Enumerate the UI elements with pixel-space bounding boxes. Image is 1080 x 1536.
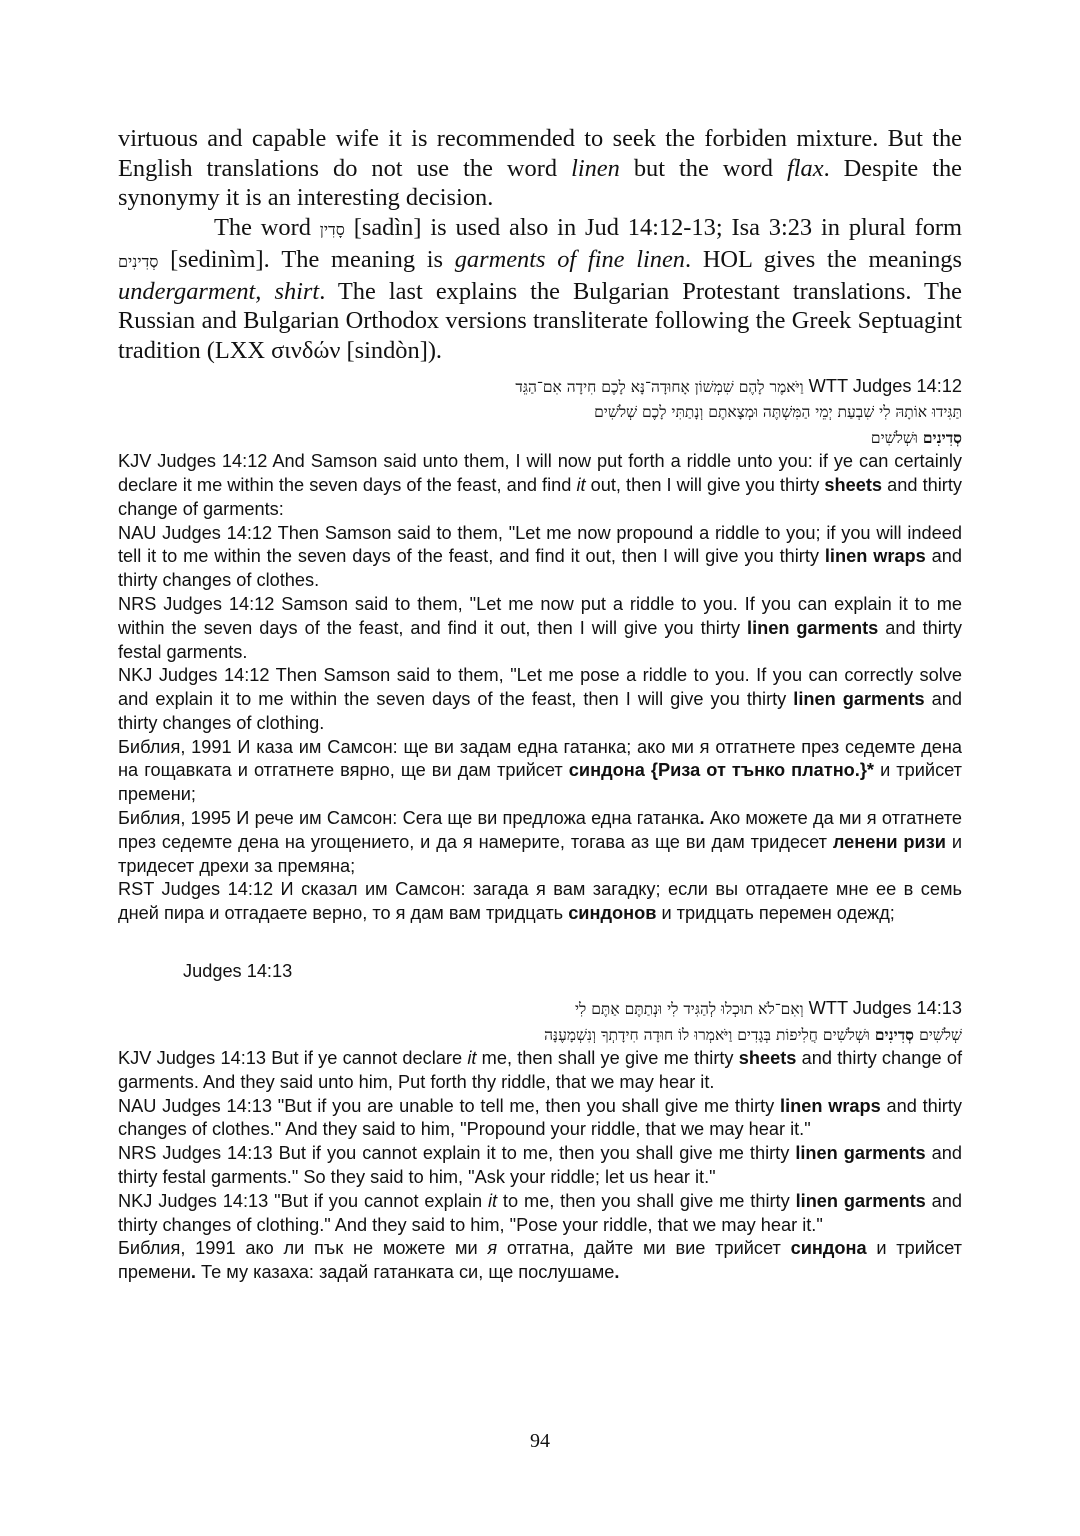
translations-14-13 (118, 1047, 962, 1285)
wtt-line-2: תַּגִּידוּ אוֹתָהּ לִי שִׁבְעַת יְמֵי הַמִּשְׁתֶּה וּמְצָאתֶם וְנָתַתִּי לָכֶם שְׁלֹשִׁים (594, 403, 962, 422)
nkj-14-12: NKJ Judges 14:12 Then Samson said to them, "Let me pose a riddle to you. If you can correctly solve and explain it to me within the seven days of the feast, then I will give you thirty linen garments and thirty changes of clothing. (118, 665, 962, 733)
bible-1991-14-12: Библия, 1991 И каза им Самсон: ще ви задам една гатанка; ако ми я отгатнете през седемте дена на гощавката и отгатнете вярно, ще ви дам трийсет синдона {Риза от тънко платно.}* и трийсет премени; (118, 736, 963, 805)
kjv-14-13: KJV Judges 14:13 But if ye cannot declare it me, then shall ye give me thirty sheets and thirty change of garments. And they said unto him, Put forth thy riddle, that we may hear it. (118, 1048, 962, 1092)
page-number: 94 (530, 1430, 550, 1452)
wtt-line-2: וּשְׁלֹשִׁים חֲלִיפוֹת בְּגָדִים וַיֹּאמְרוּ לוֹ חוּדָה חִידָתְךָ וְנִשְׁמָעֶנָּה סְדִינִים שְׁלֹשִׁים (544, 1024, 962, 1044)
kjv-14-12: KJV Judges 14:12 And Samson said unto them, I will now put forth a riddle unto you: if ye can certainly declare it me within the seven days of the feast, and find it out, then I will give you thirty sheets and thirty change of garments: (118, 451, 962, 519)
hebrew-word-sedinim: סְדִינִים (118, 251, 159, 271)
section-heading-judges-14-13: Judges 14:13 (183, 961, 293, 982)
nau-14-13: NAU Judges 14:13 "But if you are unable to tell me, then you shall give me thirty linen wraps and thirty changes of clothes." And they said to him, "Propound your riddle, that we may hear it." (118, 1095, 962, 1140)
nau-14-12: NAU Judges 14:12 Then Samson said to them, "Let me now propound a riddle to you; if you will indeed tell it to me within the seven days of the feast, and find it out, then I will give you thirty linen wraps and thirty changes of clothes. (118, 522, 962, 591)
hebrew-word-sadin: סָדִין (319, 220, 345, 240)
commentary-text (118, 124, 962, 366)
translations-14-12 (118, 450, 962, 926)
page-content (118, 124, 962, 1285)
wtt-judges-14-13 (118, 996, 962, 1047)
nrs-14-12: NRS Judges 14:12 Samson said to them, "Let me now put a riddle to you. If you can explain it to me within the seven days of the feast, and find it out, then I will give you thirty linen garments and thirty festal garments. (118, 593, 962, 662)
paragraph-1: virtuous and capable wife it is recommended to seek the forbiden mixture. But the English translations do not use the word linen but the word flax. Despite the synonymy it is an interesting decision. (118, 125, 962, 212)
wtt-line-3: וּשְׁלֹשִׁים סְדִינִים (870, 427, 962, 447)
wtt-line-1: וְאִם־לֹא תוּכְלוּ לְהַגִּיד לִי וּנְתַתֶּם אַתֶּם לִי WTT Judges 14:13 (574, 998, 962, 1019)
bible-1991-14-13: Библия, 1991 ако ли пък не можете ми я отгатна, дайте ми вие трийсет синдона и трийсет премени. Те му казаха: задай гатанката си, ще послушаме. (118, 1238, 963, 1283)
nkj-14-13: NKJ Judges 14:13 "But if you cannot explain it to me, then you shall give me thirty linen garments and thirty changes of clothing." And they said to him, "Pose your riddle, that we may hear it." (118, 1190, 963, 1235)
bible-1995-14-12: Библия, 1995 И рече им Самсон: Сега ще ви предложа една гатанка. Ако можете да ми я отгатнете през седемте дена на угощението, и да я намерите, тогава аз ще ви дам тридесет ленени ризи и тридесет дрехи за премяна; (118, 808, 962, 876)
greek-word-sindon: σινδών (271, 336, 341, 364)
wtt-judges-14-12 (118, 374, 962, 451)
rst-14-12: RST Judges 14:12 И сказал им Самсон: загада я вам загадку; если вы отгадаете мне ее в семь дней пира и отгадаете верно, то я дам вам тридцать синдонов и тридцать перемен одежд; (118, 879, 962, 924)
nrs-14-13: NRS Judges 14:13 But if you cannot explain it to me, then you shall give me thirty linen garments and thirty festal garments." So they said to him, "Ask your riddle; let us hear it." (118, 1143, 963, 1188)
wtt-line-1: וַיֹּאמֶר לָהֶם שִׁמְשׁוֹן אָחוּדָה־נָּא לָכֶם חִידָה אִם־הַגֵּד WTT Judges 14:12 (515, 375, 962, 396)
paragraph-2: The word סָדִין [sadìn] is used also in Jud 14:12-13; Isa 3:23 in plural form סְדִינִים [sedinìm]. The meaning is garments of fine linen. HOL gives the meanings undergarment, shirt. The last explains the Bulgarian Protestant translations. The Russian and Bulgarian Orthodox versions transliterate following the Greek Septuagint tradition (LXX σινδών [sindòn]). (118, 214, 962, 364)
